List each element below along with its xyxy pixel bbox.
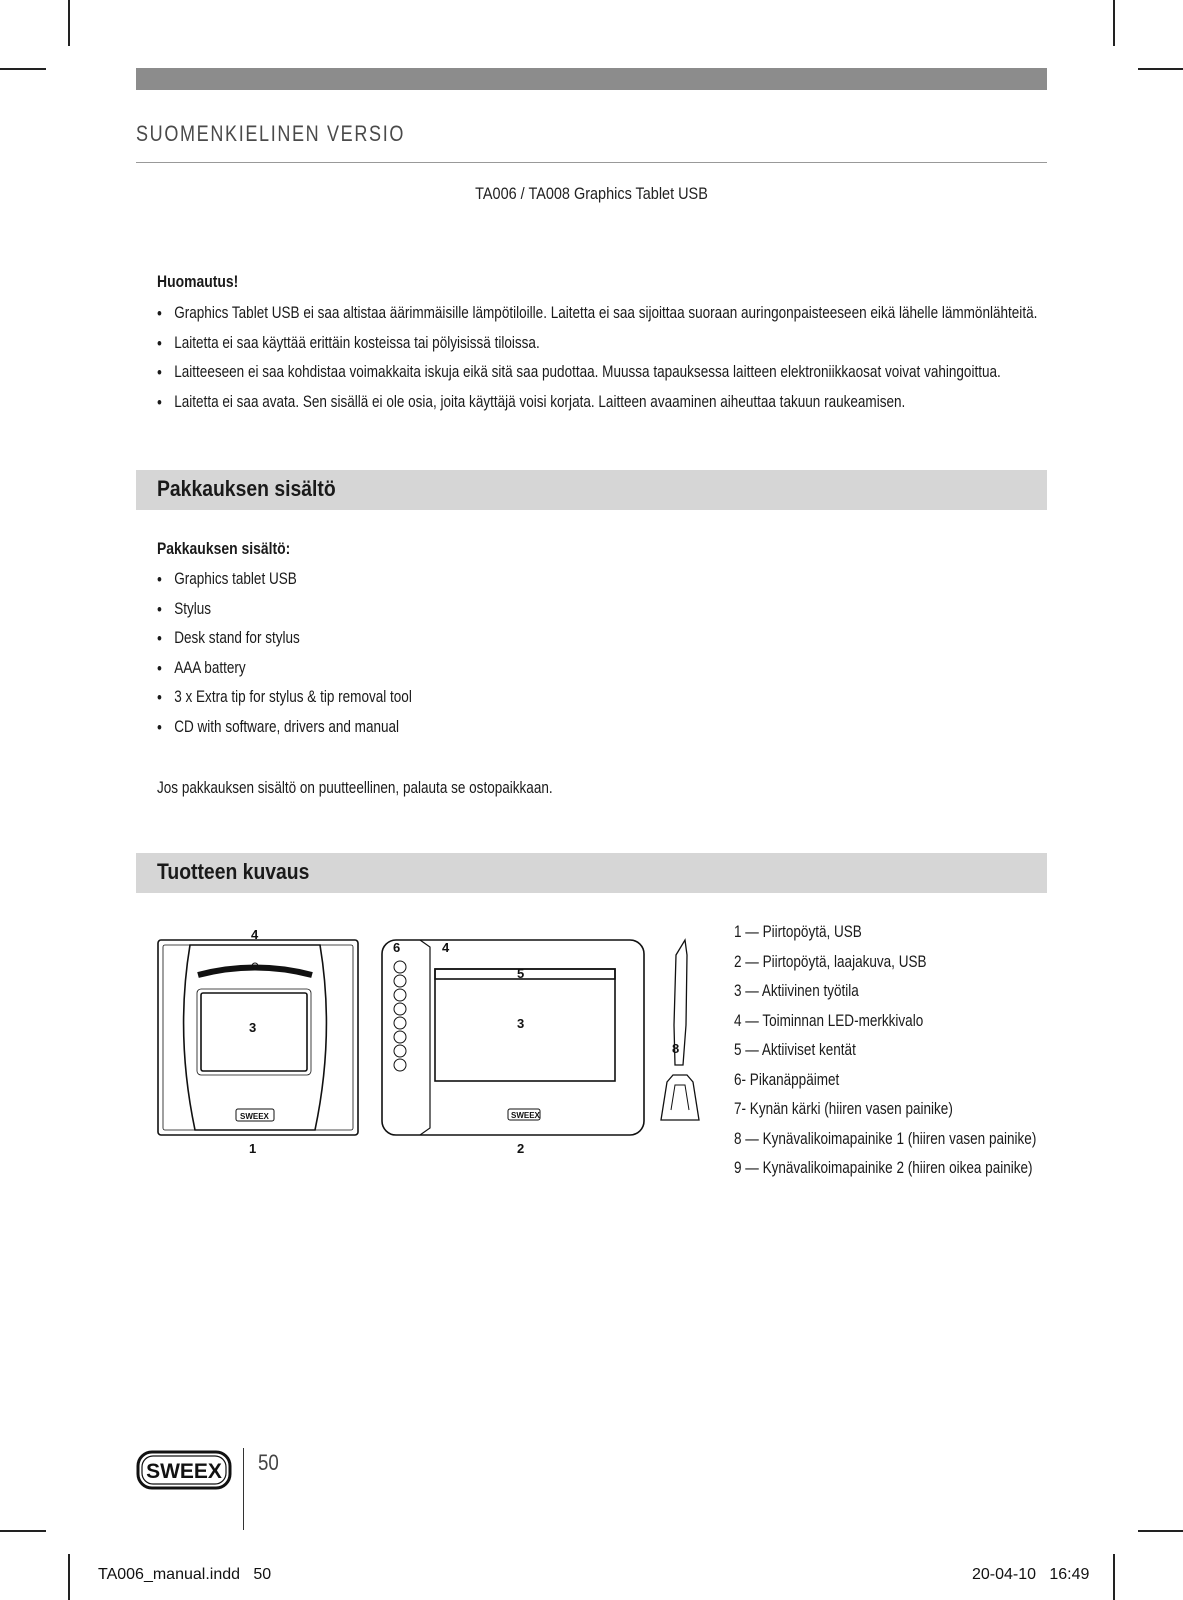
print-slug-file: TA006_manual.indd 50 — [98, 1566, 272, 1583]
tablet-2-work-area — [435, 969, 615, 1081]
legend-item: 5 — Aktiiviset kentät — [734, 1041, 856, 1059]
hotkey-button-icon — [394, 1059, 406, 1071]
legend-item: 1 — Piirtopöytä, USB — [734, 923, 862, 941]
list-item: • Desk stand for stylus — [157, 624, 412, 654]
stylus-stand-icon — [661, 1075, 699, 1120]
list-item: • Laitetta ei saa avata. Sen sisällä ei ole osia, joita käyttäjä voisi korjata. Laitteen avaaminen aiheuttaa takuun raukeamisen. — [157, 388, 1037, 418]
section-bar-contents — [136, 470, 1047, 510]
page-number: 50 — [258, 1450, 279, 1475]
legend-item: 6- Pikanäppäimet — [734, 1070, 840, 1089]
crop-mark — [1138, 68, 1183, 70]
hotkey-button-icon — [394, 1031, 406, 1043]
brand-badge-text: SWEEX — [511, 1111, 540, 1120]
crop-mark — [1138, 1530, 1183, 1532]
list-item: • Graphics tablet USB — [157, 565, 412, 595]
section-bar-description — [136, 853, 1047, 893]
hotkey-button-icon — [394, 961, 406, 973]
crop-mark — [1113, 0, 1115, 46]
callout-label: 3 — [249, 1020, 257, 1035]
list-item: • Graphics Tablet USB ei saa altistaa äärimmäisille lämpötiloille. Laitetta ei saa sijoittaa suoraan auringonpaisteeseen eikä lähelle lämmönlähteitä. — [157, 299, 1037, 329]
section-title: Pakkauksen sisältö — [157, 476, 336, 501]
legend-item: 2 — Piirtopöytä, laajakuva, USB — [734, 952, 927, 971]
list-item: • CD with software, drivers and manual — [157, 713, 412, 743]
crop-mark — [1113, 1554, 1115, 1600]
footer-divider — [243, 1448, 244, 1530]
section-title: Tuotteen kuvaus — [157, 859, 310, 884]
hotkey-button-icon — [394, 1003, 406, 1015]
hotkey-button-icon — [394, 975, 406, 987]
callout-label: 8 — [672, 1041, 680, 1056]
language-heading: SUOMENKIELINEN VERSIO — [136, 121, 406, 146]
crop-mark — [0, 68, 46, 70]
callout-label: 2 — [517, 1141, 525, 1155]
product-title: TA006 / TA008 Graphics Tablet USB — [475, 184, 708, 203]
header-rule — [136, 162, 1047, 163]
callout-label: 4 — [251, 927, 259, 942]
legend-item: 3 — Aktiivinen työtila — [734, 982, 859, 1000]
legend-item: 9 — Kynävalikoimapainike 2 (hiiren oikea painike) — [734, 1159, 1033, 1177]
callout-label: 5 — [517, 966, 525, 981]
header-bar — [136, 68, 1047, 90]
logo-text: SWEEX — [146, 1460, 222, 1483]
legend-item: 7- Kynän kärki (hiiren vasen painike) — [734, 1100, 953, 1118]
callout-label: 1 — [249, 1141, 257, 1155]
callout-label: 3 — [517, 1016, 525, 1031]
crop-mark — [68, 0, 70, 46]
list-item: • Laitetta ei saa käyttää erittäin kosteissa tai pölyisissä tiloissa. — [157, 329, 1037, 359]
callout-label: 6 — [393, 940, 401, 955]
crop-mark — [68, 1554, 70, 1600]
list-item: • Laitteeseen ei saa kohdistaa voimakkaita iskuja eikä sitä saa pudottaa. Muussa tapauksessa laitteen elektroniikkaosat voivat vahingoittua. — [157, 358, 1037, 388]
callout-label: 4 — [442, 940, 450, 955]
list-item: • AAA battery — [157, 654, 412, 684]
product-figure — [150, 925, 720, 1155]
list-item: • Stylus — [157, 595, 412, 625]
note-list — [157, 299, 1037, 417]
hotkey-button-icon — [394, 1045, 406, 1057]
print-slug-date: 20-04-10 16:49 — [972, 1566, 1090, 1583]
tablet-2-fields — [435, 969, 615, 979]
figure-legend — [734, 918, 1036, 1184]
list-item: • 3 x Extra tip for stylus & tip removal tool — [157, 683, 412, 713]
legend-item: 4 — Toiminnan LED-merkkivalo — [734, 1011, 924, 1030]
brand-badge-text: SWEEX — [240, 1112, 269, 1121]
contents-subheading: Pakkauksen sisältö: — [157, 539, 291, 558]
hotkey-button-icon — [394, 989, 406, 1001]
note-heading: Huomautus! — [157, 272, 239, 291]
sweex-logo — [136, 1450, 232, 1490]
contents-list — [157, 565, 412, 742]
contents-footnote: Jos pakkauksen sisältö on puutteellinen, palauta se ostopaikkaan. — [157, 779, 553, 797]
hotkey-button-icon — [394, 1017, 406, 1029]
legend-item: 8 — Kynävalikoimapainike 1 (hiiren vasen painike) — [734, 1129, 1037, 1148]
crop-mark — [0, 1530, 46, 1532]
